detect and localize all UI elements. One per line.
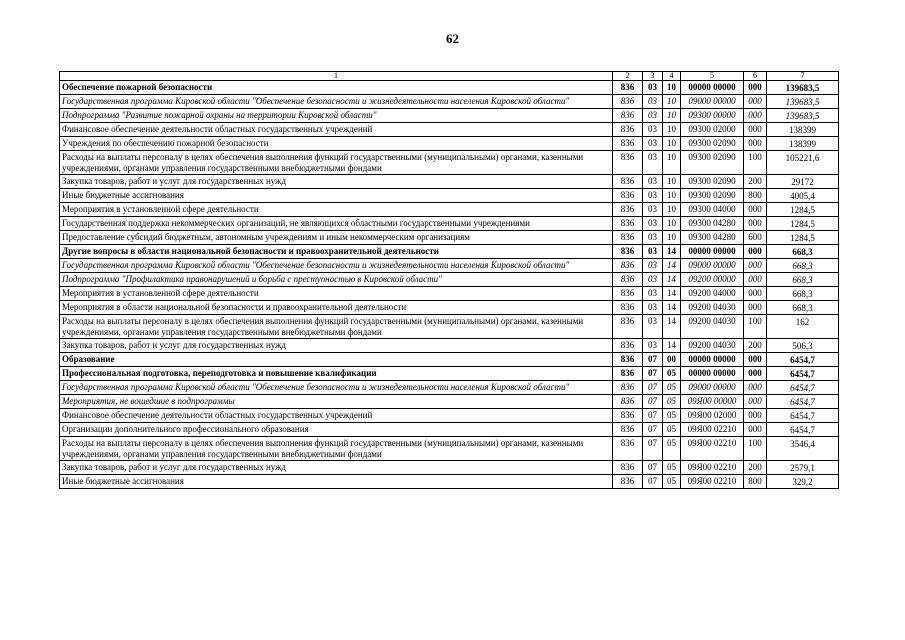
table-row bbox=[60, 203, 839, 217]
row-code-section: 07 bbox=[643, 409, 663, 423]
row-code-section: 07 bbox=[643, 367, 663, 381]
row-description: Государственная программа Кировской области "Обеспечение безопасности и жизнедеятельности населения Кировской области" bbox=[60, 381, 613, 395]
row-code-subsection: 10 bbox=[663, 151, 681, 175]
table-row bbox=[60, 475, 839, 489]
row-description: Подпрограмма "Профилактика правонарушений и борьба с преступностью в Кировской области" bbox=[60, 273, 613, 287]
row-code-expense-type: 000 bbox=[744, 81, 767, 95]
row-code-section: 03 bbox=[643, 123, 663, 137]
budget-table bbox=[59, 71, 839, 489]
row-code-section: 03 bbox=[643, 203, 663, 217]
row-code-section: 03 bbox=[643, 137, 663, 151]
table-row bbox=[60, 461, 839, 475]
row-description: Образование bbox=[60, 353, 613, 367]
row-code-expense-type: 800 bbox=[744, 189, 767, 203]
table-row bbox=[60, 175, 839, 189]
row-description: Государственная программа Кировской области "Обеспечение безопасности и жизнедеятельности населения Кировской области" bbox=[60, 259, 613, 273]
row-code-expense-type: 000 bbox=[744, 95, 767, 109]
row-code-ministry: 836 bbox=[613, 203, 643, 217]
row-code-subsection: 10 bbox=[663, 109, 681, 123]
row-code-section: 03 bbox=[643, 81, 663, 95]
row-description: Закупка товаров, работ и услуг для государственных нужд bbox=[60, 175, 613, 189]
row-description: Обеспечение пожарной безопасности bbox=[60, 81, 613, 95]
row-description: Государственная поддержка некоммерческих организаций, не являющихся областными государственными учреждениями bbox=[60, 217, 613, 231]
row-code-subsection: 05 bbox=[663, 461, 681, 475]
column-header-3: 3 bbox=[643, 72, 663, 81]
table-row bbox=[60, 273, 839, 287]
row-amount: 1284,5 bbox=[767, 231, 839, 245]
row-code-target: 09Я00 00000 bbox=[681, 395, 744, 409]
row-description: Подпрограмма "Развитие пожарной охраны на территории Кировской области" bbox=[60, 109, 613, 123]
table-row bbox=[60, 315, 839, 339]
row-code-subsection: 10 bbox=[663, 189, 681, 203]
row-amount: 138399 bbox=[767, 123, 839, 137]
row-code-target: 09000 00000 bbox=[681, 381, 744, 395]
row-code-expense-type: 000 bbox=[744, 409, 767, 423]
row-code-ministry: 836 bbox=[613, 339, 643, 353]
row-code-section: 03 bbox=[643, 245, 663, 259]
table-row bbox=[60, 189, 839, 203]
row-description: Мероприятия в установленной сфере деятельности bbox=[60, 287, 613, 301]
row-code-target: 09200 04000 bbox=[681, 287, 744, 301]
row-code-expense-type: 000 bbox=[744, 217, 767, 231]
row-code-target: 09000 00000 bbox=[681, 259, 744, 273]
row-code-ministry: 836 bbox=[613, 437, 643, 461]
row-code-section: 07 bbox=[643, 395, 663, 409]
row-code-subsection: 14 bbox=[663, 315, 681, 339]
row-description: Мероприятия, не вошедшие в подпрограммы bbox=[60, 395, 613, 409]
row-code-target: 00000 00000 bbox=[681, 367, 744, 381]
row-code-target: 09200 00000 bbox=[681, 273, 744, 287]
table-row bbox=[60, 339, 839, 353]
row-code-subsection: 05 bbox=[663, 475, 681, 489]
table-row bbox=[60, 301, 839, 315]
row-code-ministry: 836 bbox=[613, 217, 643, 231]
row-code-target: 00000 00000 bbox=[681, 81, 744, 95]
table-row bbox=[60, 81, 839, 95]
row-code-expense-type: 100 bbox=[744, 315, 767, 339]
row-code-ministry: 836 bbox=[613, 123, 643, 137]
row-code-target: 09300 02090 bbox=[681, 175, 744, 189]
row-code-target: 09Я00 02210 bbox=[681, 461, 744, 475]
row-code-target: 09300 02090 bbox=[681, 137, 744, 151]
row-code-subsection: 05 bbox=[663, 395, 681, 409]
page-number: 62 bbox=[446, 31, 459, 46]
table-row bbox=[60, 109, 839, 123]
table-row bbox=[60, 217, 839, 231]
row-code-ministry: 836 bbox=[613, 259, 643, 273]
row-description: Иные бюджетные ассигнования bbox=[60, 189, 613, 203]
row-code-ministry: 836 bbox=[613, 353, 643, 367]
row-code-target: 09300 02090 bbox=[681, 151, 744, 175]
row-code-ministry: 836 bbox=[613, 81, 643, 95]
row-code-ministry: 836 bbox=[613, 287, 643, 301]
table-row bbox=[60, 381, 839, 395]
row-code-target: 09Я00 02210 bbox=[681, 475, 744, 489]
row-code-section: 03 bbox=[643, 109, 663, 123]
table-row bbox=[60, 123, 839, 137]
row-amount: 3546,4 bbox=[767, 437, 839, 461]
table-row bbox=[60, 409, 839, 423]
row-code-subsection: 05 bbox=[663, 423, 681, 437]
row-code-subsection: 10 bbox=[663, 95, 681, 109]
row-amount: 138399 bbox=[767, 137, 839, 151]
row-amount: 29172 bbox=[767, 175, 839, 189]
row-description: Учреждения по обеспечению пожарной безопасности bbox=[60, 137, 613, 151]
column-header-7: 7 bbox=[767, 72, 839, 81]
row-description: Мероприятия в установленной сфере деятельности bbox=[60, 203, 613, 217]
row-code-target: 09000 00000 bbox=[681, 95, 744, 109]
row-code-section: 07 bbox=[643, 423, 663, 437]
row-code-expense-type: 600 bbox=[744, 231, 767, 245]
row-code-target: 09300 02000 bbox=[681, 123, 744, 137]
row-code-subsection: 05 bbox=[663, 437, 681, 461]
table-row bbox=[60, 287, 839, 301]
row-amount: 6454,7 bbox=[767, 367, 839, 381]
row-code-subsection: 10 bbox=[663, 231, 681, 245]
row-code-target: 09Я00 02210 bbox=[681, 423, 744, 437]
row-code-subsection: 10 bbox=[663, 203, 681, 217]
row-description: Закупка товаров, работ и услуг для государственных нужд bbox=[60, 461, 613, 475]
row-code-section: 03 bbox=[643, 151, 663, 175]
row-code-subsection: 10 bbox=[663, 175, 681, 189]
row-code-expense-type: 000 bbox=[744, 109, 767, 123]
row-code-ministry: 836 bbox=[613, 409, 643, 423]
row-code-target: 09300 04280 bbox=[681, 217, 744, 231]
table-row bbox=[60, 437, 839, 461]
row-code-ministry: 836 bbox=[613, 95, 643, 109]
row-code-ministry: 836 bbox=[613, 137, 643, 151]
row-code-section: 03 bbox=[643, 175, 663, 189]
row-code-ministry: 836 bbox=[613, 381, 643, 395]
row-description: Финансовое обеспечение деятельности областных государственных учреждений bbox=[60, 123, 613, 137]
row-code-subsection: 14 bbox=[663, 245, 681, 259]
row-code-expense-type: 200 bbox=[744, 339, 767, 353]
row-description: Государственная программа Кировской области "Обеспечение безопасности и жизнедеятельности населения Кировской области" bbox=[60, 95, 613, 109]
row-code-expense-type: 000 bbox=[744, 367, 767, 381]
row-code-section: 03 bbox=[643, 301, 663, 315]
row-code-subsection: 14 bbox=[663, 301, 681, 315]
row-code-subsection: 14 bbox=[663, 339, 681, 353]
row-code-target: 09200 04030 bbox=[681, 301, 744, 315]
row-description: Другие вопросы в области национальной безопасности и правоохранительной деятельности bbox=[60, 245, 613, 259]
row-amount: 2579,1 bbox=[767, 461, 839, 475]
row-amount: 6454,7 bbox=[767, 353, 839, 367]
row-code-section: 07 bbox=[643, 353, 663, 367]
row-code-target: 09300 02090 bbox=[681, 189, 744, 203]
table-row bbox=[60, 395, 839, 409]
table-row bbox=[60, 151, 839, 175]
row-description: Организации дополнительного профессионального образования bbox=[60, 423, 613, 437]
row-amount: 1284,5 bbox=[767, 217, 839, 231]
row-code-expense-type: 000 bbox=[744, 259, 767, 273]
row-description: Расходы на выплаты персоналу в целях обеспечения выполнения функций государственными (муниципальными) органами, казенными учреждениями, органами управления государственными внебюджетными фондами bbox=[60, 437, 613, 461]
row-code-subsection: 14 bbox=[663, 287, 681, 301]
row-amount: 668,3 bbox=[767, 301, 839, 315]
row-code-subsection: 10 bbox=[663, 137, 681, 151]
table-row bbox=[60, 137, 839, 151]
row-code-ministry: 836 bbox=[613, 231, 643, 245]
row-description: Финансовое обеспечение деятельности областных государственных учреждений bbox=[60, 409, 613, 423]
row-code-target: 09300 04000 bbox=[681, 203, 744, 217]
column-header-1: 1 bbox=[60, 72, 613, 81]
row-code-ministry: 836 bbox=[613, 245, 643, 259]
row-code-ministry: 836 bbox=[613, 189, 643, 203]
row-code-expense-type: 000 bbox=[744, 395, 767, 409]
row-code-section: 07 bbox=[643, 437, 663, 461]
table-row bbox=[60, 367, 839, 381]
row-code-section: 07 bbox=[643, 475, 663, 489]
row-code-target: 09300 00000 bbox=[681, 109, 744, 123]
row-code-ministry: 836 bbox=[613, 475, 643, 489]
row-code-target: 00000 00000 bbox=[681, 353, 744, 367]
row-code-subsection: 10 bbox=[663, 123, 681, 137]
row-code-target: 09300 04280 bbox=[681, 231, 744, 245]
row-code-section: 03 bbox=[643, 231, 663, 245]
row-code-ministry: 836 bbox=[613, 109, 643, 123]
row-amount: 6454,7 bbox=[767, 381, 839, 395]
row-code-subsection: 05 bbox=[663, 367, 681, 381]
row-amount: 6454,7 bbox=[767, 395, 839, 409]
row-amount: 162 bbox=[767, 315, 839, 339]
row-code-expense-type: 000 bbox=[744, 245, 767, 259]
row-code-ministry: 836 bbox=[613, 395, 643, 409]
row-code-subsection: 14 bbox=[663, 273, 681, 287]
row-amount: 668,3 bbox=[767, 273, 839, 287]
row-code-expense-type: 000 bbox=[744, 423, 767, 437]
row-code-section: 03 bbox=[643, 259, 663, 273]
row-description: Предоставление субсидий бюджетным, автономным учреждениям и иным некоммерческим организациям bbox=[60, 231, 613, 245]
row-amount: 668,3 bbox=[767, 259, 839, 273]
row-code-subsection: 10 bbox=[663, 81, 681, 95]
row-code-expense-type: 000 bbox=[744, 381, 767, 395]
table-row bbox=[60, 423, 839, 437]
row-code-ministry: 836 bbox=[613, 301, 643, 315]
row-code-expense-type: 000 bbox=[744, 203, 767, 217]
table-row bbox=[60, 353, 839, 367]
row-code-section: 03 bbox=[643, 339, 663, 353]
row-code-target: 09Я00 02000 bbox=[681, 409, 744, 423]
row-amount: 6454,7 bbox=[767, 409, 839, 423]
row-code-expense-type: 000 bbox=[744, 353, 767, 367]
row-code-expense-type: 800 bbox=[744, 475, 767, 489]
row-code-ministry: 836 bbox=[613, 367, 643, 381]
row-code-target: 00000 00000 bbox=[681, 245, 744, 259]
row-code-ministry: 836 bbox=[613, 175, 643, 189]
row-code-target: 09200 04030 bbox=[681, 315, 744, 339]
table-row bbox=[60, 245, 839, 259]
row-code-section: 07 bbox=[643, 461, 663, 475]
table-row bbox=[60, 95, 839, 109]
row-amount: 4005,4 bbox=[767, 189, 839, 203]
row-code-expense-type: 000 bbox=[744, 123, 767, 137]
row-code-subsection: 00 bbox=[663, 353, 681, 367]
row-code-expense-type: 100 bbox=[744, 437, 767, 461]
table-row bbox=[60, 259, 839, 273]
row-code-subsection: 05 bbox=[663, 381, 681, 395]
row-code-section: 07 bbox=[643, 381, 663, 395]
row-code-subsection: 10 bbox=[663, 217, 681, 231]
row-description: Расходы на выплаты персоналу в целях обеспечения выполнения функций государственными (муниципальными) органами, казенными учреждениями, органами управления государственными внебюджетными фондами bbox=[60, 151, 613, 175]
row-amount: 668,3 bbox=[767, 245, 839, 259]
row-code-ministry: 836 bbox=[613, 461, 643, 475]
row-amount: 105221,6 bbox=[767, 151, 839, 175]
column-header-6: 6 bbox=[744, 72, 767, 81]
row-amount: 668,3 bbox=[767, 287, 839, 301]
row-code-expense-type: 200 bbox=[744, 175, 767, 189]
row-code-section: 03 bbox=[643, 273, 663, 287]
row-amount: 139683,5 bbox=[767, 95, 839, 109]
row-amount: 329,2 bbox=[767, 475, 839, 489]
row-description: Закупка товаров, работ и услуг для государственных нужд bbox=[60, 339, 613, 353]
row-description: Иные бюджетные ассигнования bbox=[60, 475, 613, 489]
table-header-row bbox=[60, 72, 839, 81]
row-code-section: 03 bbox=[643, 287, 663, 301]
row-code-ministry: 836 bbox=[613, 423, 643, 437]
row-code-subsection: 05 bbox=[663, 409, 681, 423]
column-header-5: 5 bbox=[681, 72, 744, 81]
row-code-ministry: 836 bbox=[613, 151, 643, 175]
row-amount: 6454,7 bbox=[767, 423, 839, 437]
row-description: Мероприятия в области национальной безопасности и правоохранительной деятельности bbox=[60, 301, 613, 315]
table-row bbox=[60, 231, 839, 245]
row-description: Профессиональная подготовка, переподготовка и повышение квалификации bbox=[60, 367, 613, 381]
row-code-expense-type: 000 bbox=[744, 287, 767, 301]
row-code-target: 09Я00 02210 bbox=[681, 437, 744, 461]
row-code-expense-type: 000 bbox=[744, 273, 767, 287]
row-code-target: 09200 04030 bbox=[681, 339, 744, 353]
row-code-subsection: 14 bbox=[663, 259, 681, 273]
row-code-ministry: 836 bbox=[613, 315, 643, 339]
row-amount: 506,3 bbox=[767, 339, 839, 353]
row-description: Расходы на выплаты персоналу в целях обеспечения выполнения функций государственными (муниципальными) органами, казенными учреждениями, органами управления государственными внебюджетными фондами bbox=[60, 315, 613, 339]
row-amount: 139683,5 bbox=[767, 81, 839, 95]
row-code-expense-type: 000 bbox=[744, 137, 767, 151]
row-code-section: 03 bbox=[643, 95, 663, 109]
row-code-section: 03 bbox=[643, 217, 663, 231]
column-header-4: 4 bbox=[663, 72, 681, 81]
row-code-expense-type: 000 bbox=[744, 301, 767, 315]
row-amount: 139683,5 bbox=[767, 109, 839, 123]
row-code-expense-type: 200 bbox=[744, 461, 767, 475]
row-code-section: 03 bbox=[643, 315, 663, 339]
row-code-section: 03 bbox=[643, 189, 663, 203]
column-header-2: 2 bbox=[613, 72, 643, 81]
row-code-expense-type: 100 bbox=[744, 151, 767, 175]
row-amount: 1284,5 bbox=[767, 203, 839, 217]
row-code-ministry: 836 bbox=[613, 273, 643, 287]
